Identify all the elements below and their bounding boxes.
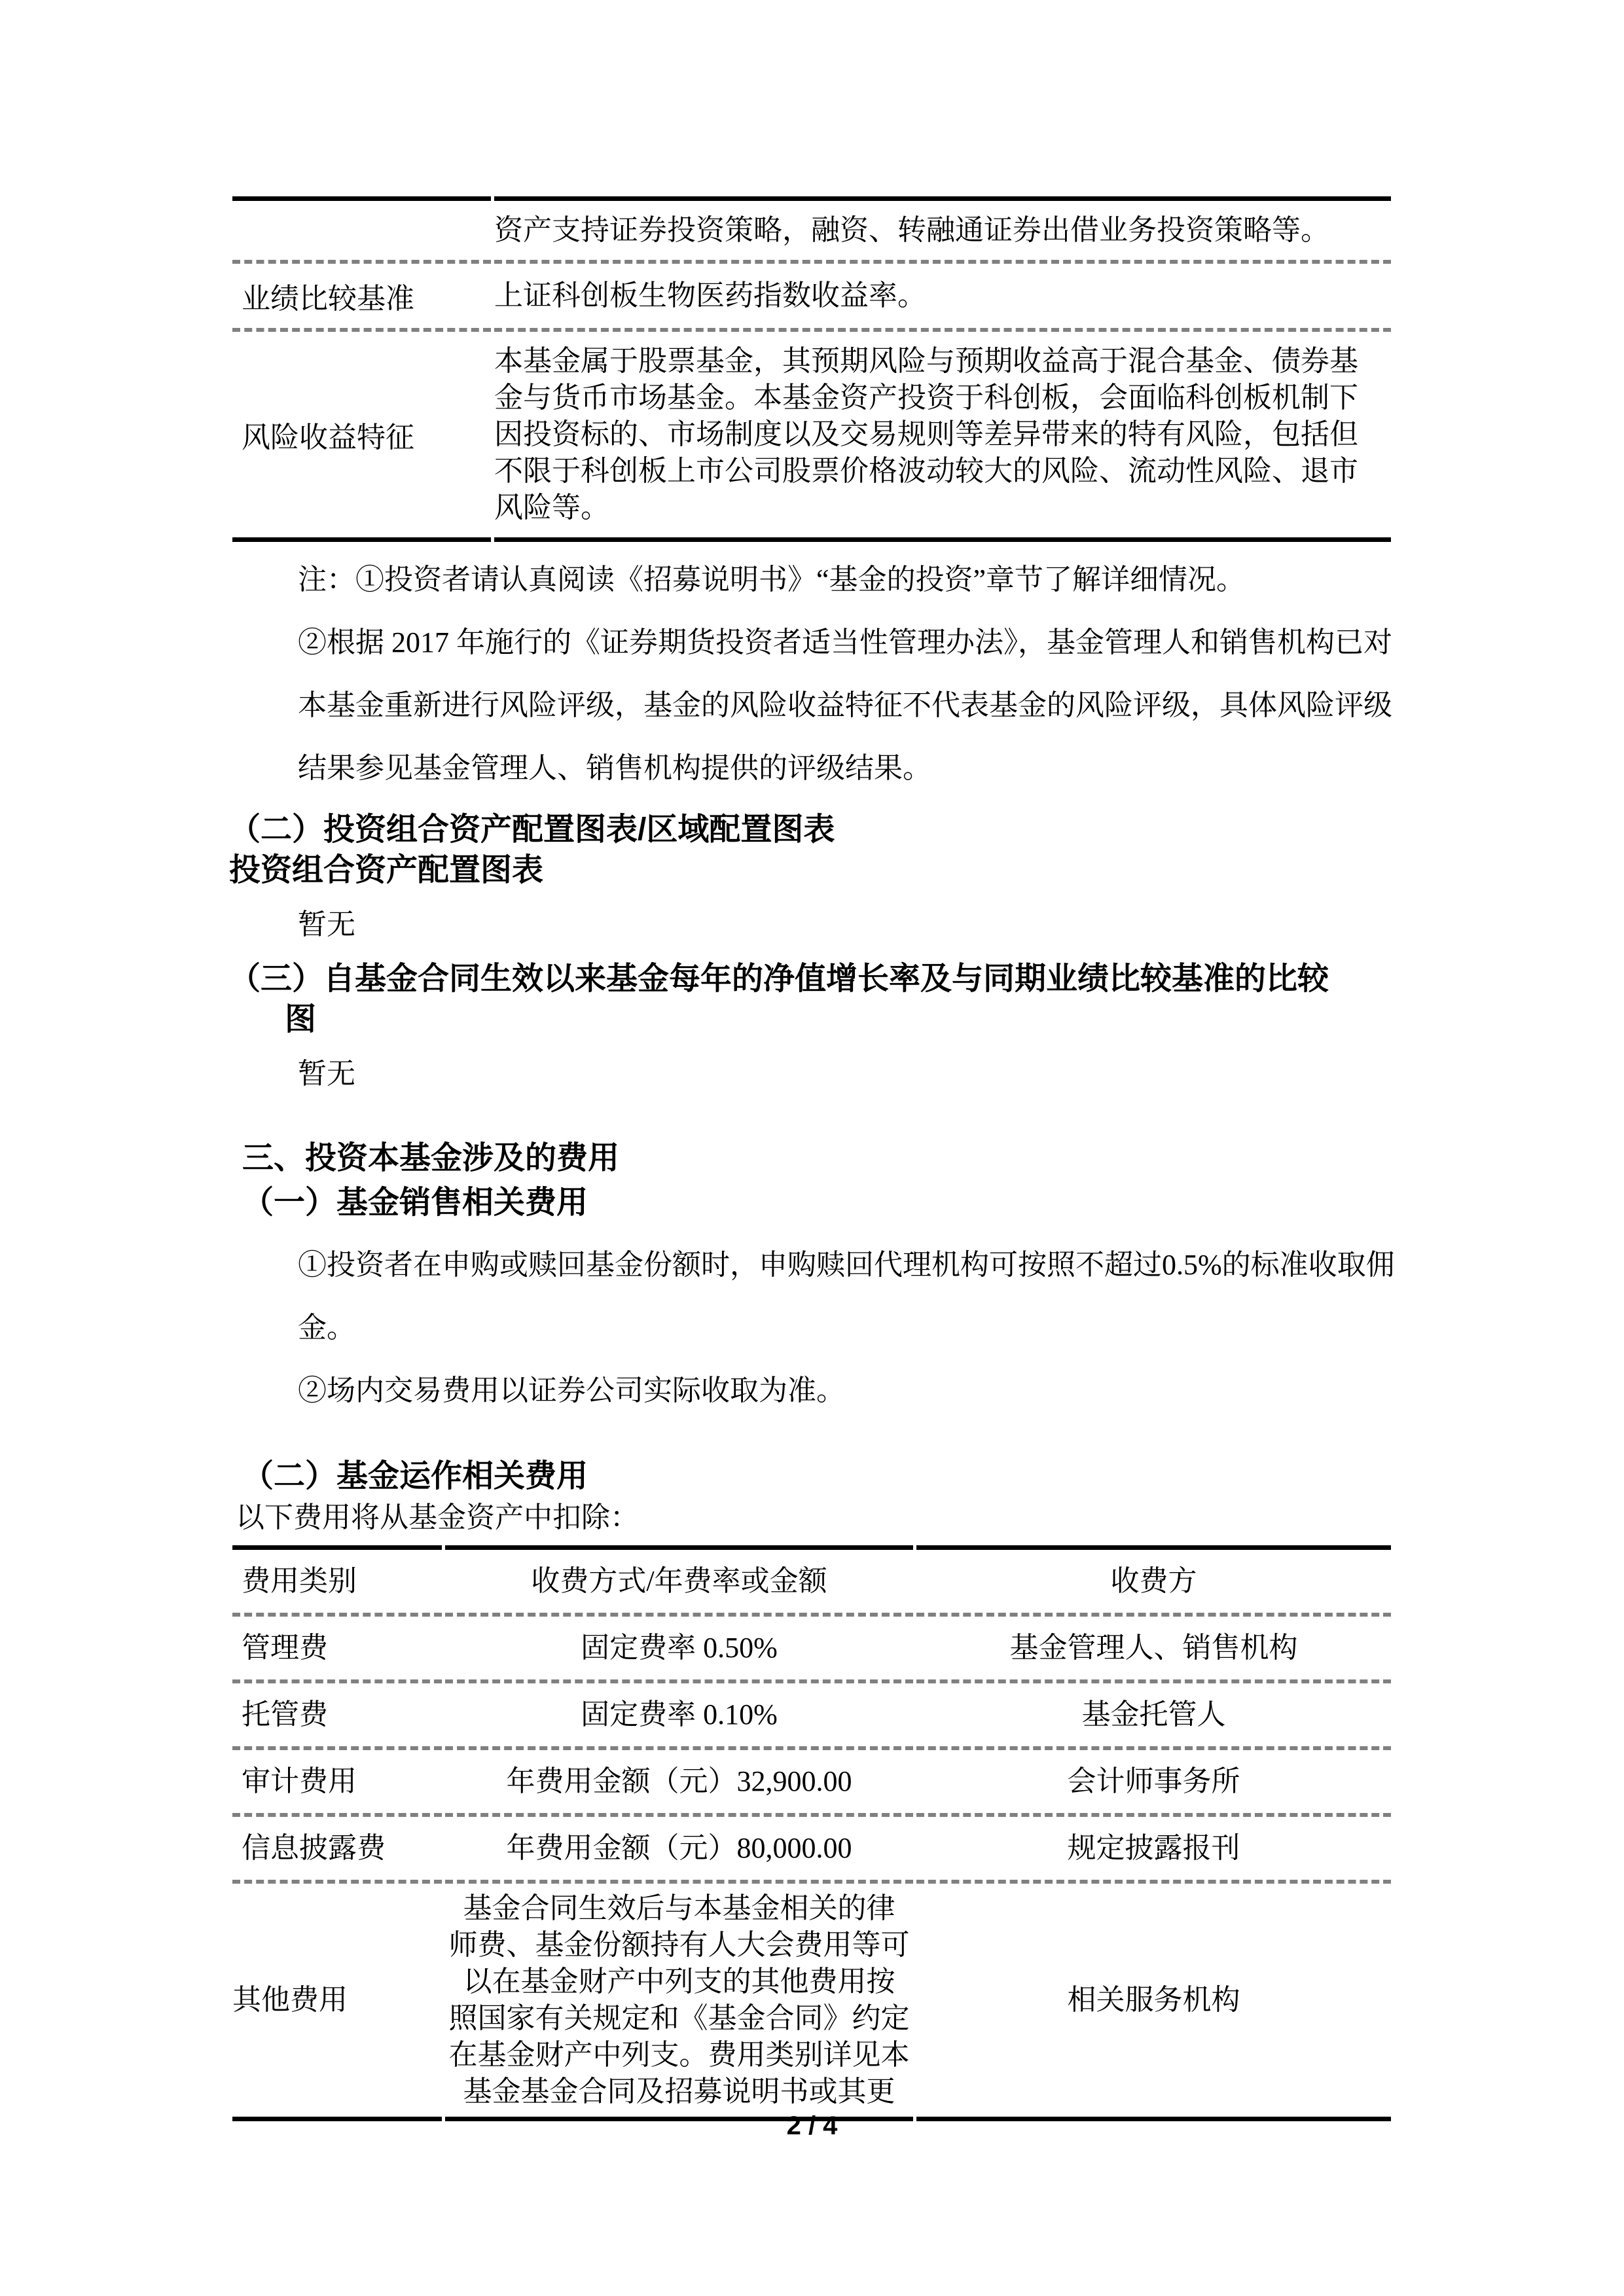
spec-row-label: 业绩比较基准 xyxy=(232,264,491,332)
section-3-heading xyxy=(229,959,1394,1040)
section-2-subheading: 投资组合资产配置图表 xyxy=(229,853,544,888)
ops-fees-intro: 以下费用将从基金资产中扣除： xyxy=(236,1501,639,1534)
fee-header-category: 费用类别 xyxy=(232,1545,442,1617)
note-line: 本基金重新进行风险评级，基金的风险收益特征不代表基金的风险评级，具体风险评级 xyxy=(298,689,1392,721)
spec-row-value xyxy=(494,332,1391,542)
fee-cell-method: 固定费率 0.50% xyxy=(445,1617,913,1683)
fee-cell-category: 其他费用 xyxy=(232,1884,442,2121)
sales-fees-heading: （一）基金销售相关费用 xyxy=(242,1185,588,1220)
fee-table-header-row xyxy=(232,1545,1391,1617)
fee-table xyxy=(229,1545,1394,2121)
fee-cell-method xyxy=(445,1884,913,2121)
spec-value-line: 不限于科创板上市公司股票价格波动较大的风险、流动性风险、退市 xyxy=(494,455,1358,487)
fee-method-line: 基金基金合同及招募说明书或其更 xyxy=(463,2075,895,2108)
fee-cell-payee: 基金管理人、销售机构 xyxy=(916,1617,1391,1683)
page-content xyxy=(229,196,1394,2121)
notes-block xyxy=(229,548,1394,800)
fee-cell-method: 固定费率 0.10% xyxy=(445,1683,913,1750)
spec-value-line: 风险等。 xyxy=(494,492,609,524)
fee-method-line: 以在基金财产中列支的其他费用按 xyxy=(463,1965,895,1998)
spec-row xyxy=(232,332,1391,542)
fee-cell-payee: 会计师事务所 xyxy=(916,1750,1391,1817)
ops-fees-heading: （二）基金运作相关费用 xyxy=(242,1459,588,1494)
fee-cell-category: 托管费 xyxy=(232,1683,442,1750)
fee-method-line: 照国家有关规定和《基金合同》约定 xyxy=(448,2002,910,2034)
fee-cell-category: 审计费用 xyxy=(232,1750,442,1817)
spec-row-label xyxy=(232,196,491,264)
fee-row xyxy=(232,1683,1391,1750)
spec-value-line: 金与货币市场基金。本基金资产投资于科创板，会面临科创板机制下 xyxy=(494,382,1358,414)
fee-row xyxy=(232,1817,1391,1884)
section-3-empty-value: 暂无 xyxy=(298,1058,355,1090)
spec-row-value xyxy=(494,264,1391,332)
fee-method-line: 在基金财产中列支。费用类别详见本 xyxy=(448,2039,910,2071)
spec-row-label: 风险收益特征 xyxy=(232,332,491,542)
fees-section-heading: 三、投资本基金涉及的费用 xyxy=(242,1141,620,1175)
spec-value-line: 资产支持证券投资策略，融资、转融通证券出借业务投资策略等。 xyxy=(494,214,1329,246)
spec-value-line: 因投资标的、市场制度以及交易规则等差异带来的特有风险，包括但 xyxy=(494,418,1358,450)
page-number: 2 / 4 xyxy=(786,2111,838,2140)
note-line: 结果参见基金管理人、销售机构提供的评级结果。 xyxy=(298,752,931,784)
spec-value-line: 本基金属于股票基金，其预期风险与预期收益高于混合基金、债券基 xyxy=(494,345,1358,377)
fee-cell-payee: 相关服务机构 xyxy=(916,1884,1391,2121)
fee-cell-method: 年费用金额（元）32,900.00 xyxy=(445,1750,913,1817)
note-line: 注：①投资者请认真阅读《招募说明书》“基金的投资”章节了解详细情况。 xyxy=(298,564,1246,596)
fee-header-method: 收费方式/年费率或金额 xyxy=(445,1545,913,1617)
fee-method-line: 师费、基金份额持有人大会费用等可 xyxy=(448,1929,910,1961)
fee-cell-payee: 基金托管人 xyxy=(916,1683,1391,1750)
fee-row xyxy=(232,1750,1391,1817)
fee-cell-method: 年费用金额（元）80,000.00 xyxy=(445,1817,913,1884)
spec-row-value xyxy=(494,196,1391,264)
paragraph-line: ①投资者在申购或赎回基金份额时，申购赎回代理机构可按照不超过0.5%的标准收取佣 xyxy=(298,1249,1395,1281)
fee-row xyxy=(232,1617,1391,1683)
fee-method-line: 基金合同生效后与本基金相关的律 xyxy=(463,1892,895,1924)
spec-value-line: 上证科创板生物医药指数收益率。 xyxy=(494,279,926,312)
fee-row xyxy=(232,1884,1391,2121)
fee-header-payee: 收费方 xyxy=(916,1545,1391,1617)
fee-cell-payee: 规定披露报刊 xyxy=(916,1817,1391,1884)
heading-line: 图 xyxy=(285,1002,317,1037)
heading-line: （三）自基金合同生效以来基金每年的净值增长率及与同期业绩比较基准的比较 xyxy=(229,961,1329,996)
note-line: ②根据 2017 年施行的《证券期货投资者适当性管理办法》，基金管理人和销售机构已对 xyxy=(298,626,1392,658)
fee-cell-category: 信息披露费 xyxy=(232,1817,442,1884)
fee-cell-category: 管理费 xyxy=(232,1617,442,1683)
section-2-heading: （二）投资组合资产配置图表/区域配置图表 xyxy=(229,812,835,847)
spec-row xyxy=(232,196,1391,264)
spec-row xyxy=(232,264,1391,332)
paragraph-line: ②场内交易费用以证券公司实际收取为准。 xyxy=(298,1374,845,1407)
sales-fees-paragraph xyxy=(229,1234,1394,1422)
paragraph-line: 金。 xyxy=(298,1312,355,1344)
section-2-empty-value: 暂无 xyxy=(298,908,355,941)
fund-spec-table xyxy=(229,196,1394,542)
